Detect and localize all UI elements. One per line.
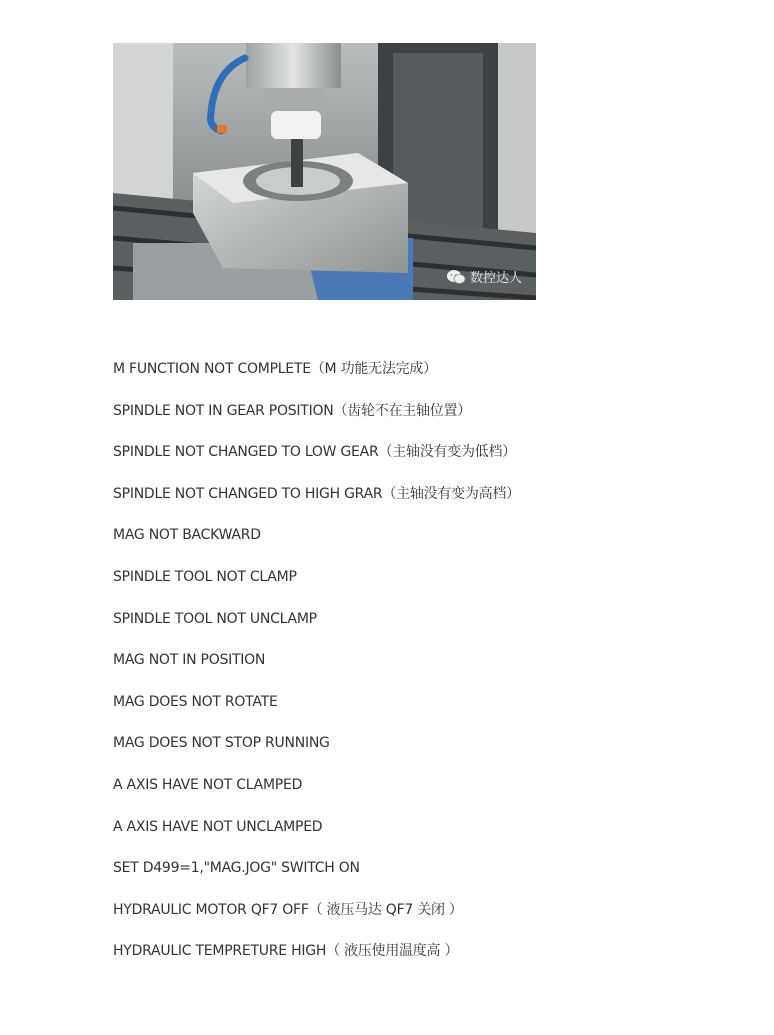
watermark-text: 数控达人 [469, 271, 522, 286]
milling-machine-illustration [113, 43, 536, 300]
alarm-line: MAG DOES NOT ROTATE [113, 693, 278, 710]
alarm-line: MAG NOT IN POSITION [113, 652, 266, 669]
alarm-line: SPINDLE TOOL NOT CLAMP [113, 568, 297, 585]
alarm-line: A AXIS HAVE NOT UNCLAMPED [113, 818, 323, 835]
alarm-message-list [113, 358, 753, 982]
alarm-line: SPINDLE NOT CHANGED TO LOW GEAR（主轴没有变为低档） [113, 444, 516, 461]
alarm-line: MAG NOT BACKWARD [113, 527, 261, 544]
alarm-line: SPINDLE TOOL NOT UNCLAMP [113, 610, 317, 627]
alarm-line: HYDRAULIC TEMPRETURE HIGH（ 液压使用温度高 ） [113, 943, 459, 960]
alarm-line: SPINDLE NOT IN GEAR POSITION（齿轮不在主轴位置） [113, 402, 471, 419]
machining-photo [113, 43, 536, 300]
alarm-line: M FUNCTION NOT COMPLETE（M 功能无法完成） [113, 361, 437, 377]
alarm-line: MAG DOES NOT STOP RUNNING [113, 735, 330, 752]
alarm-line: A AXIS HAVE NOT CLAMPED [113, 776, 303, 793]
alarm-line: SPINDLE NOT CHANGED TO HIGH GRAR（主轴没有变为高档） [113, 485, 520, 502]
alarm-line: SET D499=1,"MAG.JOG" SWITCH ON [113, 860, 360, 877]
wechat-icon [446, 269, 466, 285]
watermark [446, 267, 522, 286]
alarm-line: HYDRAULIC MOTOR QF7 OFF（ 液压马达 QF7 关闭 ） [113, 901, 463, 918]
